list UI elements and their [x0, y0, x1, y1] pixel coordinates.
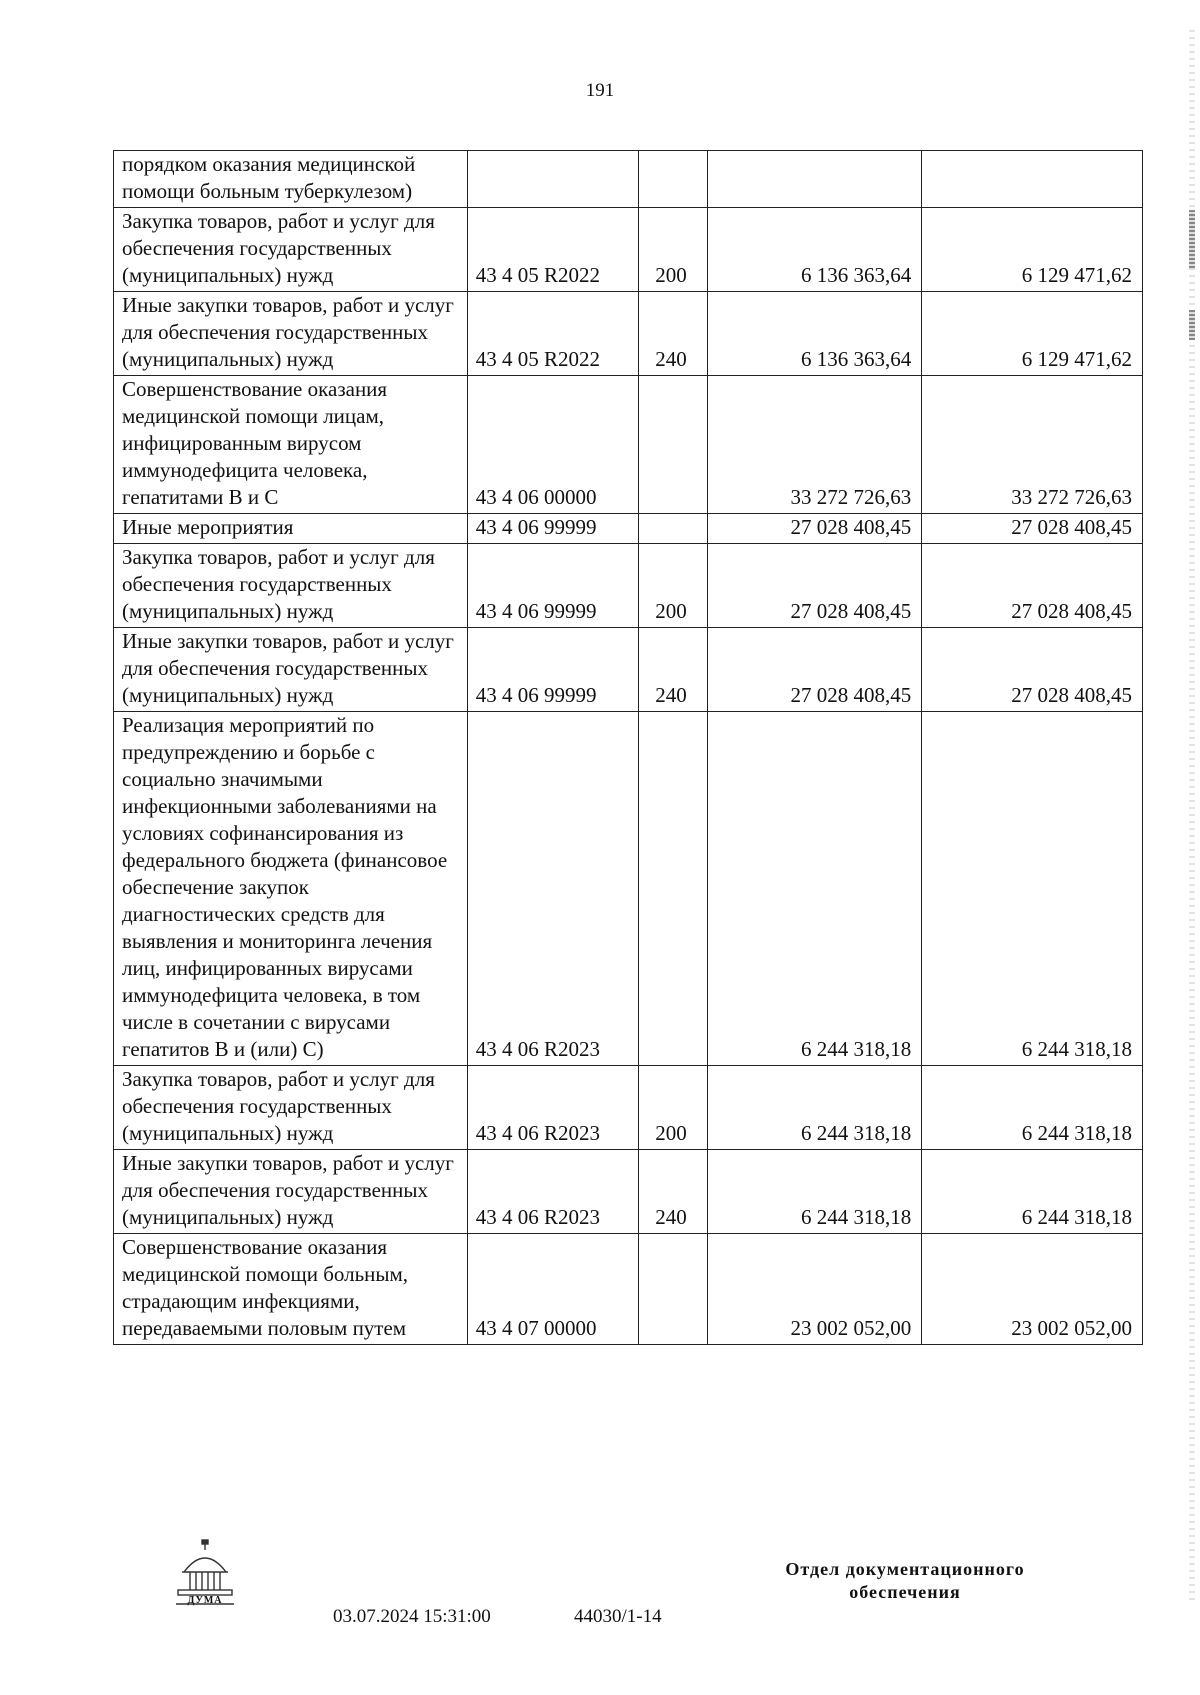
row-type: 200	[639, 544, 708, 628]
department-stamp	[740, 1558, 1070, 1604]
row-name: Иные закупки товаров, работ и услуг для обеспечения государственных (муниципальных) нужд	[114, 292, 468, 376]
row-code: 43 4 05 R2022	[467, 292, 639, 376]
stamp-line-2: обеспечения	[849, 1582, 961, 1602]
row-code: 43 4 05 R2022	[467, 208, 639, 292]
row-code	[467, 151, 639, 208]
row-amount-2: 6 129 471,62	[922, 292, 1143, 376]
table-row	[114, 151, 1143, 208]
table-row	[114, 1150, 1143, 1234]
row-type: 240	[639, 628, 708, 712]
row-code: 43 4 06 R2023	[467, 1150, 639, 1234]
row-amount-1: 6 244 318,18	[707, 712, 921, 1066]
row-code: 43 4 06 99999	[467, 514, 639, 544]
row-name: Совершенствование оказания медицинской помощи больным, страдающим инфекциями, передаваемыми половым путем	[114, 1234, 468, 1345]
row-amount-2: 27 028 408,45	[922, 544, 1143, 628]
row-name: Закупка товаров, работ и услуг для обеспечения государственных (муниципальных) нужд	[114, 1066, 468, 1150]
table-row	[114, 544, 1143, 628]
row-amount-2: 6 244 318,18	[922, 1150, 1143, 1234]
row-amount-1: 27 028 408,45	[707, 514, 921, 544]
table-row	[114, 376, 1143, 514]
row-code: 43 4 06 00000	[467, 376, 639, 514]
row-amount-1: 27 028 408,45	[707, 628, 921, 712]
row-amount-1	[707, 151, 921, 208]
row-type: 200	[639, 208, 708, 292]
row-amount-2: 6 244 318,18	[922, 1066, 1143, 1150]
row-type	[639, 376, 708, 514]
row-name: Закупка товаров, работ и услуг для обеспечения государственных (муниципальных) нужд	[114, 208, 468, 292]
table-row	[114, 712, 1143, 1066]
table-row	[114, 208, 1143, 292]
row-amount-2: 33 272 726,63	[922, 376, 1143, 514]
table-row	[114, 1234, 1143, 1345]
row-amount-2: 27 028 408,45	[922, 514, 1143, 544]
row-name: Иные закупки товаров, работ и услуг для обеспечения государственных (муниципальных) нужд	[114, 1150, 468, 1234]
row-amount-1: 6 136 363,64	[707, 292, 921, 376]
row-code: 43 4 06 R2023	[467, 1066, 639, 1150]
row-type	[639, 514, 708, 544]
row-type	[639, 151, 708, 208]
row-amount-1: 6 244 318,18	[707, 1150, 921, 1234]
row-amount-2: 27 028 408,45	[922, 628, 1143, 712]
page-number: 191	[585, 80, 615, 101]
scan-edge-strip	[1189, 30, 1195, 1600]
row-name: Иные мероприятия	[114, 514, 468, 544]
row-amount-2: 23 002 052,00	[922, 1234, 1143, 1345]
row-amount-1: 27 028 408,45	[707, 544, 921, 628]
row-amount-1: 6 136 363,64	[707, 208, 921, 292]
row-type	[639, 1234, 708, 1345]
table-row	[114, 514, 1143, 544]
row-type	[639, 712, 708, 1066]
row-amount-2	[922, 151, 1143, 208]
document-number: 44030/1-14	[574, 1606, 662, 1627]
row-name: Совершенствование оказания медицинской помощи лицам, инфицированным вирусом иммунодефицита человека, гепатитами В и С	[114, 376, 468, 514]
table-row	[114, 292, 1143, 376]
row-amount-2: 6 129 471,62	[922, 208, 1143, 292]
row-code: 43 4 06 99999	[467, 544, 639, 628]
row-type: 240	[639, 292, 708, 376]
row-type: 200	[639, 1066, 708, 1150]
table-row	[114, 628, 1143, 712]
registration-datetime: 03.07.2024 15:31:00	[333, 1606, 491, 1627]
row-amount-2: 6 244 318,18	[922, 712, 1143, 1066]
row-code: 43 4 07 00000	[467, 1234, 639, 1345]
row-code: 43 4 06 99999	[467, 628, 639, 712]
logo-text: ДУМА	[187, 1595, 223, 1606]
stamp-line-1: Отдел документационного	[785, 1559, 1025, 1579]
row-amount-1: 6 244 318,18	[707, 1066, 921, 1150]
row-amount-1: 33 272 726,63	[707, 376, 921, 514]
row-name: Иные закупки товаров, работ и услуг для обеспечения государственных (муниципальных) нужд	[114, 628, 468, 712]
budget-table	[113, 150, 1143, 1345]
row-amount-1: 23 002 052,00	[707, 1234, 921, 1345]
row-name: Реализация мероприятий по предупреждению и борьбе с социально значимыми инфекционными заболеваниями на условиях софинансирования из федерального бюджета (финансовое обеспечение закупок диагностических средств для выявления и мониторинга лечения лиц, инфицированных вирусами иммунодефицита человека, в том числе в сочетании с вирусами гепатитов В и (или) С)	[114, 712, 468, 1066]
row-type: 240	[639, 1150, 708, 1234]
row-code: 43 4 06 R2023	[467, 712, 639, 1066]
row-name: порядком оказания медицинской помощи больным туберкулезом)	[114, 151, 468, 208]
table-row	[114, 1066, 1143, 1150]
row-name: Закупка товаров, работ и услуг для обеспечения государственных (муниципальных) нужд	[114, 544, 468, 628]
